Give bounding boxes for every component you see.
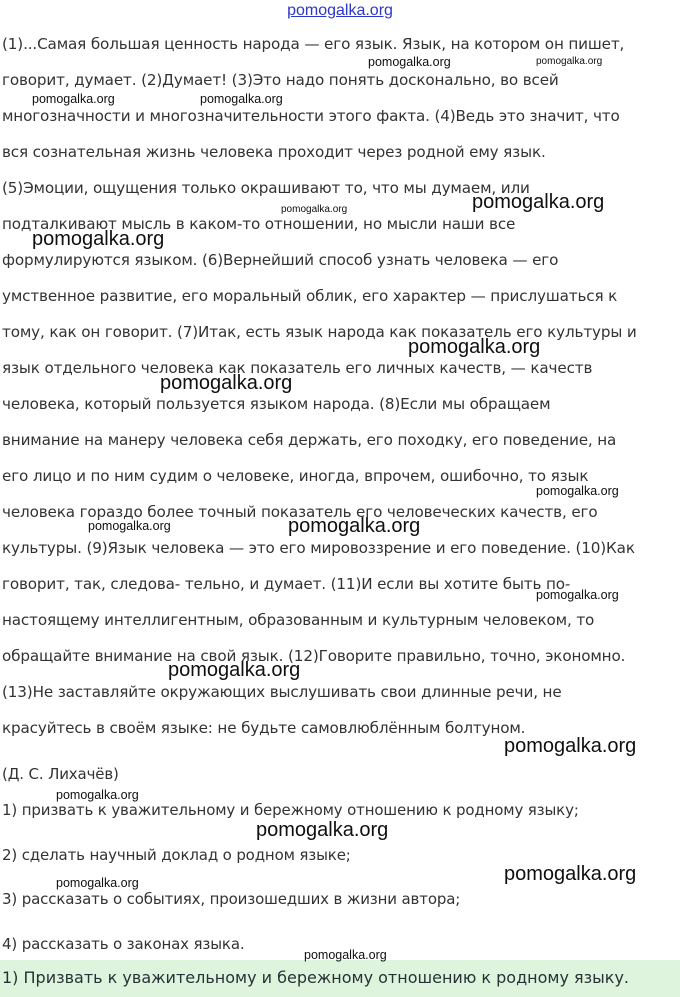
watermark: pomogalka.org — [368, 55, 451, 69]
option-4: 4) рассказать о законах языка. — [2, 935, 245, 953]
site-link[interactable]: pomogalka.org — [287, 2, 393, 19]
watermark: pomogalka.org — [168, 659, 301, 681]
watermark: pomogalka.org — [281, 204, 348, 215]
watermark: pomogalka.org — [504, 863, 637, 885]
correct-answer: 1) Призвать к уважительному и бережному отношению к родному языку. — [2, 968, 629, 987]
text-line: внимание на манеру человека себя держать, его походку, его поведение, на — [2, 431, 617, 449]
watermark: pomogalka.org — [408, 336, 541, 358]
text-line: язык отдельного человека как показатель его личных качеств, — качеств — [2, 359, 593, 377]
author: (Д. С. Лихачёв) — [2, 765, 119, 783]
watermark: pomogalka.org — [536, 56, 603, 67]
text-line: многозначности и многозначительности этого факта. (4)Ведь это значит, что — [2, 107, 620, 125]
watermark: pomogalka.org — [88, 519, 171, 533]
watermark: pomogalka.org — [56, 788, 139, 802]
option-2: 2) сделать научный доклад о родном языке; — [2, 846, 351, 864]
text-line: говорит, думает. (2)Думает! (3)Это надо понять досконально, во всей — [2, 71, 559, 89]
text-line: (5)Эмоции, ощущения только окрашивают то, что мы думаем, или — [2, 179, 530, 197]
watermark: pomogalka.org — [504, 735, 637, 757]
text-line: (13)Не заставляйте окружающих выслушивать свои длинные речи, не — [2, 683, 562, 701]
text-line: культуры. (9)Язык человека — это его мировоззрение и его поведение. (10)Как — [2, 539, 635, 557]
watermark: pomogalka.org — [536, 484, 619, 498]
text-line: человека, который пользуется языком народа. (8)Если мы обращаем — [2, 395, 551, 413]
watermark: pomogalka.org — [56, 876, 139, 890]
watermark: pomogalka.org — [304, 948, 387, 962]
text-line: красуйтесь в своём языке: не будьте самовлюблённым болтуном. — [2, 719, 526, 737]
text-line: настоящему интеллигентным, образованным и культурным человеком, то — [2, 611, 595, 629]
watermark: pomogalka.org — [32, 228, 165, 250]
option-1: 1) призвать к уважительному и бережному отношению к родному языку; — [2, 801, 579, 819]
watermark: pomogalka.org — [200, 92, 283, 106]
text-line: человека гораздо более точный показатель его человеческих качеств, его — [2, 503, 598, 521]
watermark: pomogalka.org — [32, 92, 115, 106]
text-line: (1)...Самая большая ценность народа — его язык. Язык, на котором он пишет, — [2, 35, 625, 53]
text-line: формулируются языком. (6)Вернейший способ узнать человека — его — [2, 251, 559, 269]
watermark: pomogalka.org — [536, 588, 619, 602]
watermark: pomogalka.org — [472, 191, 605, 213]
text-line: умственное развитие, его моральный облик, его характер — прислушаться к — [2, 287, 618, 305]
text-line: обращайте внимание на свой язык. (12)Говорите правильно, точно, экономно. — [2, 647, 626, 665]
text-line: подталкивают мысль в каком-то отношении, но мысли наши все — [2, 215, 516, 233]
watermark: pomogalka.org — [160, 372, 293, 394]
text-line: тому, как он говорит. (7)Итак, есть язык народа как показатель его культуры и — [2, 323, 637, 341]
text-line: его лицо и по ним судим о человеке, иногда, впрочем, ошибочно, то язык — [2, 467, 589, 485]
watermark: pomogalka.org — [288, 515, 421, 537]
watermark: pomogalka.org — [256, 819, 389, 841]
option-3: 3) рассказать о событиях, произошедших в жизни автора; — [2, 890, 461, 908]
text-line: вся сознательная жизнь человека проходит через родной ему язык. — [2, 143, 546, 161]
text-line: говорит, так, следова- тельно, и думает. (11)И если вы хотите быть по- — [2, 575, 571, 593]
